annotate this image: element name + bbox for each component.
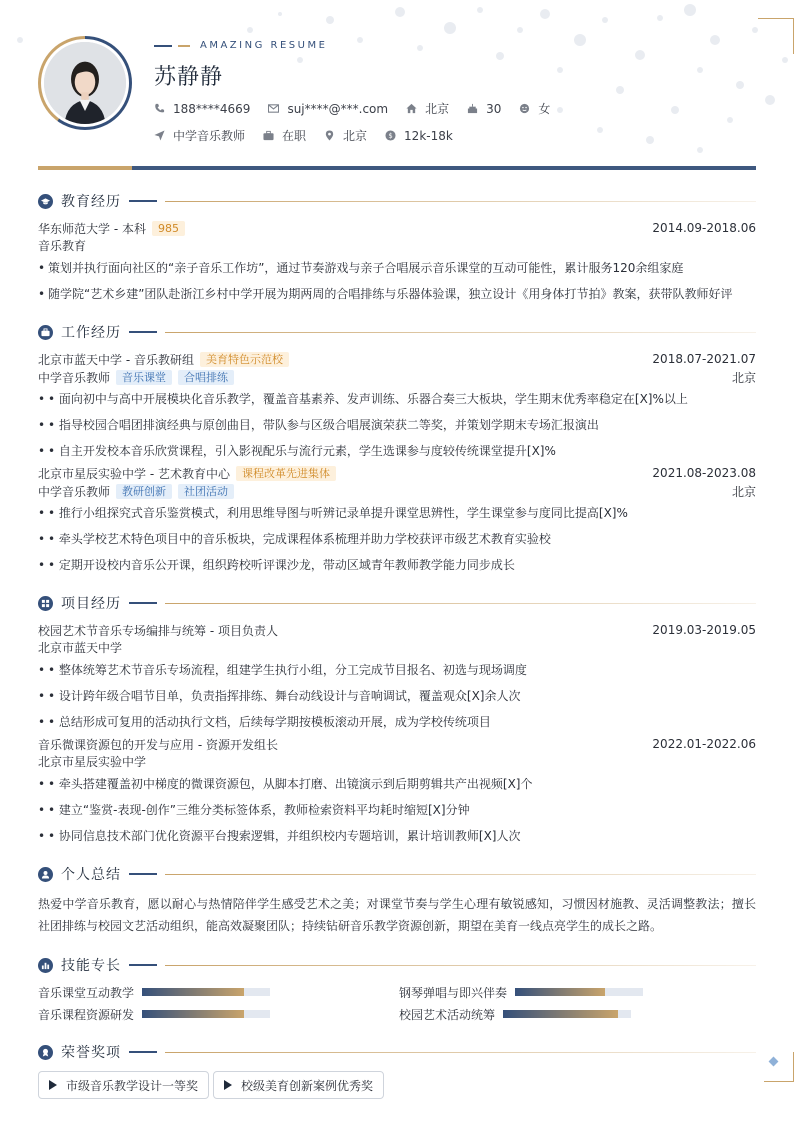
section-header (38, 1041, 756, 1063)
tagline-line (154, 45, 172, 47)
section-title: 个人总结 (61, 867, 121, 883)
section-line (129, 602, 157, 604)
list-item-text: • 设计跨年级合唱节目单，负责指挥排练、舞台动线设计与音响调试，覆盖观众[X]余人次 (48, 689, 521, 703)
work-section (38, 321, 756, 578)
job-org-tag: 美育特色示范校 (200, 352, 289, 367)
section-line (129, 873, 157, 875)
job-date: 2021.08-2023.08 (652, 466, 756, 480)
list-item: • • 牵头搭建覆盖初中梯度的微课资源包，从脚本打磨、出镜演示到后期剪辑共产出视频[X]个 (38, 771, 756, 797)
header-divider-accent (38, 166, 132, 170)
section-line (129, 1051, 157, 1053)
section-header (38, 321, 756, 343)
list-item-text: • 指导校园合唱团排演经典与原创曲目，带队参与区级合唱展演荣获二等奖，并策划学期末专场汇报演出 (48, 418, 599, 432)
list-item-text: • 牵头学校艺术特色项目中的音乐板块，完成课程体系梳理并助力学校获评市级艺术教育实验校 (48, 532, 551, 546)
job-header (38, 350, 756, 368)
skill-bar (142, 988, 270, 996)
section-line-accent (165, 603, 756, 604)
list-item-text: • 整体统筹艺术节音乐专场流程，组建学生执行小组，分工完成节目报名、初选与现场调度 (48, 663, 527, 677)
list-item-text: • 总结形成可复用的活动执行文档，后续每学期按模板滚动开展，成为学校传统项目 (48, 715, 491, 729)
avatar-ring (38, 36, 132, 130)
section-line-accent (165, 874, 756, 875)
section-title: 工作经历 (61, 325, 121, 341)
education-section (38, 190, 756, 307)
list-item: • • 总结形成可复用的活动执行文档，后续每学期按模板滚动开展，成为学校传统项目 (38, 709, 756, 735)
contact-row (154, 100, 568, 117)
send-icon (154, 130, 165, 141)
skill-name: 校园艺术活动统筹 (399, 1007, 496, 1022)
cake-icon (467, 103, 478, 114)
tagline (154, 40, 327, 51)
svg-text:$: $ (388, 131, 393, 140)
section-title: 教育经历 (61, 194, 121, 210)
section-title: 项目经历 (61, 596, 121, 612)
section-header (38, 954, 756, 976)
status-item (263, 127, 306, 144)
school-name: 华东师范大学 - 本科 (38, 221, 146, 236)
skill-bar-fill (515, 988, 605, 996)
skill-item (38, 1006, 399, 1022)
tagline-text: AMAZING RESUME (200, 40, 328, 51)
section-line-accent (165, 965, 756, 966)
section-header (38, 190, 756, 212)
list-item: • • 自主开发校本音乐欣赏课程，引入影视配乐与流行元素，学生选课参与度较传统课堂提升[X]% (38, 438, 756, 464)
award-icon (38, 1045, 53, 1060)
position-text: 中学音乐教师 (173, 129, 246, 143)
list-item-text: • 面向初中与高中开展模块化音乐教学，覆盖音基素养、发声训练、乐器合奏三大板块，学生期末优秀率稳定在[X]%以上 (48, 392, 688, 406)
grid-icon (38, 596, 53, 611)
job-date: 2018.07-2021.07 (652, 352, 756, 366)
skill-name: 音乐课堂互动教学 (38, 985, 135, 1000)
skill-name: 音乐课程资源研发 (38, 1007, 135, 1022)
skill-name: 钢琴弹唱与即兴伴奏 (399, 985, 508, 1000)
briefcase-icon (38, 325, 53, 340)
home-item (406, 100, 449, 117)
job-org: 北京市蓝天中学 - 音乐教研组 (38, 352, 194, 367)
section-title: 技能专长 (61, 958, 121, 974)
phone-text: 188****4669 (173, 101, 251, 116)
project-entry (38, 621, 756, 735)
tagline-line-accent (178, 45, 190, 47)
list-item-text: • 协同信息技术部门优化资源平台搜索逻辑，并组织校内专题培训，累计培训教师[X]人次 (48, 829, 521, 843)
skill-bar-fill (503, 1010, 618, 1018)
user-icon (38, 867, 53, 882)
skill-bar-fill (142, 1010, 244, 1018)
job-org: 北京市星辰实验中学 - 艺术教育中心 (38, 466, 230, 481)
briefcase-icon (263, 130, 274, 141)
job-role: 中学音乐教师 (38, 484, 111, 499)
money-icon (385, 130, 396, 141)
project-header (38, 735, 756, 753)
honor-item (38, 1071, 209, 1099)
skill-item (399, 1006, 756, 1022)
honors-section (38, 1041, 756, 1099)
section-title: 荣誉奖项 (61, 1045, 121, 1061)
status-text: 在职 (282, 129, 307, 143)
city-text: 北京 (343, 129, 368, 143)
list-item-text: • 牵头搭建覆盖初中梯度的微课资源包，从脚本打磨、出镜演示到后期剪辑共产出视频[X]个 (48, 777, 533, 791)
graduation-cap-icon (38, 194, 53, 209)
resume-header (38, 36, 756, 156)
honor-text: 校级美育创新案例优秀奖 (241, 1078, 374, 1093)
skill-bar (503, 1010, 631, 1018)
gender-text: 女 (538, 102, 551, 116)
gender-icon (519, 103, 530, 114)
list-item: • • 建立“鉴赏-表现-创作”三维分类标签体系，教师检索资料平均耗时缩短[X]分钟 (38, 797, 756, 823)
phone-item (154, 102, 250, 116)
section-line-accent (165, 1052, 756, 1053)
skill-tag: 教研创新 (116, 484, 172, 499)
city-item (324, 127, 367, 144)
skill-bar-fill (142, 988, 244, 996)
skill-tag: 合唱排练 (178, 370, 234, 385)
project-date: 2022.01-2022.06 (652, 737, 756, 751)
age-text: 30 (486, 101, 502, 116)
honor-item (213, 1071, 384, 1099)
education-date: 2014.09-2018.06 (652, 221, 756, 235)
projects-section (38, 592, 756, 849)
list-item: • 随学院“艺术乡建”团队赴浙江乡村中学开展为期两周的合唱排练与乐器体验课，独立设计《用身体打节拍》教案，获带队教师好评 (38, 281, 756, 307)
job-role: 中学音乐教师 (38, 370, 111, 385)
list-item: • • 指导校园合唱团排演经典与原创曲目，带队参与区级合唱展演荣获二等奖，并策划学期末专场汇报演出 (38, 412, 756, 438)
gender-item (519, 100, 550, 117)
list-item: • • 定期开设校内音乐公开课，组织跨校听评课沙龙，带动区域青年教师教学能力同步成长 (38, 552, 756, 578)
list-item-text: • 定期开设校内音乐公开课，组织跨校听评课沙龙，带动区域青年教师教学能力同步成长 (48, 558, 515, 572)
list-item-text: 策划并执行面向社区的“亲子音乐工作坊”，通过节奏游戏与亲子合唱展示音乐课堂的互动可能性，累计服务120余组家庭 (48, 261, 684, 275)
summary-section (38, 863, 756, 937)
education-entry (38, 219, 756, 237)
list-item-text: • 建立“鉴赏-表现-创作”三维分类标签体系，教师检索资料平均耗时缩短[X]分钟 (48, 803, 470, 817)
section-line-accent (165, 201, 756, 202)
honor-text: 市级音乐教学设计一等奖 (66, 1078, 199, 1093)
candidate-name: 苏静静 (154, 65, 224, 90)
summary-text: 热爱中学音乐教育，愿以耐心与热情陪伴学生感受艺术之美；对课堂节奏与学生心理有敏锐感知，习惯因材施教、灵活调整教法；擅长社团排练与校园文艺活动组织，能高效凝聚团队；持续钻研音乐教学资源创新，期望在美育一线点亮学生的成长之路。 (38, 897, 756, 933)
list-item: • • 协同信息技术部门优化资源平台搜索逻辑，并组织校内专题培训，累计培训教师[X]人次 (38, 823, 756, 849)
job-org-tag: 课程改革先进集体 (236, 466, 336, 481)
job-role-row (38, 368, 756, 386)
section-line-accent (165, 332, 756, 333)
skill-item (38, 984, 399, 1000)
skill-bar (515, 988, 643, 996)
list-item: • • 推行小组探究式音乐鉴赏模式，利用思维导图与听辨记录单提升课堂思辨性，学生课堂参与度同比提高[X]% (38, 500, 756, 526)
project-org: 北京市蓝天中学 (38, 641, 123, 655)
location-icon (324, 130, 335, 141)
project-name: 音乐微课资源包的开发与应用 - 资源开发组长 (38, 737, 278, 752)
play-icon (49, 1080, 57, 1090)
header-divider (38, 166, 756, 170)
list-item: • • 设计跨年级合唱节目单，负责指挥排练、舞台动线设计与音响调试，覆盖观众[X]余人次 (38, 683, 756, 709)
skill-item (399, 984, 756, 1000)
project-entry (38, 735, 756, 849)
section-line (129, 964, 157, 966)
section-line (129, 200, 157, 202)
list-item: • • 面向初中与高中开展模块化音乐教学，覆盖音基素养、发声训练、乐器合奏三大板块，学生期末优秀率稳定在[X]%以上 (38, 386, 756, 412)
position-item (154, 127, 245, 144)
job-city: 北京 (731, 370, 756, 385)
major: 音乐教育 (38, 239, 87, 253)
project-org: 北京市星辰实验中学 (38, 755, 147, 769)
project-header (38, 621, 756, 639)
job-role-row (38, 482, 756, 500)
list-item-text: • 推行小组探究式音乐鉴赏模式，利用思维导图与听辨记录单提升课堂思辨性，学生课堂参与度同比提高[X]% (48, 506, 628, 520)
project-date: 2019.03-2019.05 (652, 623, 756, 637)
email-item (268, 102, 388, 116)
corner-decoration-top (758, 18, 794, 54)
job-intent-row (154, 127, 471, 144)
diamond-icon (769, 1057, 779, 1067)
skill-bar (142, 1010, 270, 1018)
bar-chart-icon (38, 958, 53, 973)
skills-section (38, 954, 756, 1022)
list-item: • 策划并执行面向社区的“亲子音乐工作坊”，通过节奏游戏与亲子合唱展示音乐课堂的互动可能性，累计服务120余组家庭 (38, 255, 756, 281)
home-text: 北京 (425, 102, 450, 116)
list-item: • • 牵头学校艺术特色项目中的音乐板块，完成课程体系梳理并助力学校获评市级艺术教育实验校 (38, 526, 756, 552)
email-text: suj****@***.com (287, 101, 389, 116)
list-item-text: • 自主开发校本音乐欣赏课程，引入影视配乐与流行元素，学生选课参与度较传统课堂提升[X]% (48, 444, 556, 458)
skill-tag: 社团活动 (178, 484, 234, 499)
honors-list (38, 1071, 756, 1099)
section-header (38, 592, 756, 614)
job-entry (38, 464, 756, 578)
school-tag: 985 (152, 221, 185, 236)
job-entry (38, 350, 756, 464)
phone-icon (154, 103, 165, 114)
avatar (41, 39, 129, 127)
age-item (467, 102, 501, 116)
skill-tag: 音乐课堂 (116, 370, 172, 385)
project-name: 校园艺术节音乐专场编排与统筹 - 项目负责人 (38, 623, 278, 638)
home-icon (406, 103, 417, 114)
job-header (38, 464, 756, 482)
play-icon (224, 1080, 232, 1090)
salary-text: 12k-18k (404, 128, 453, 143)
list-item-text: 随学院“艺术乡建”团队赴浙江乡村中学开展为期两周的合唱排练与乐器体验课，独立设计《用身体打节拍》教案，获带队教师好评 (48, 287, 733, 301)
job-city: 北京 (731, 484, 756, 499)
corner-decoration-bottom (764, 1052, 794, 1082)
section-line (129, 331, 157, 333)
list-item: • • 整体统筹艺术节音乐专场流程，组建学生执行小组，分工完成节目报名、初选与现场调度 (38, 657, 756, 683)
skills-grid (38, 984, 756, 1022)
salary-item (385, 129, 453, 143)
section-header (38, 863, 756, 885)
mail-icon (268, 103, 279, 114)
